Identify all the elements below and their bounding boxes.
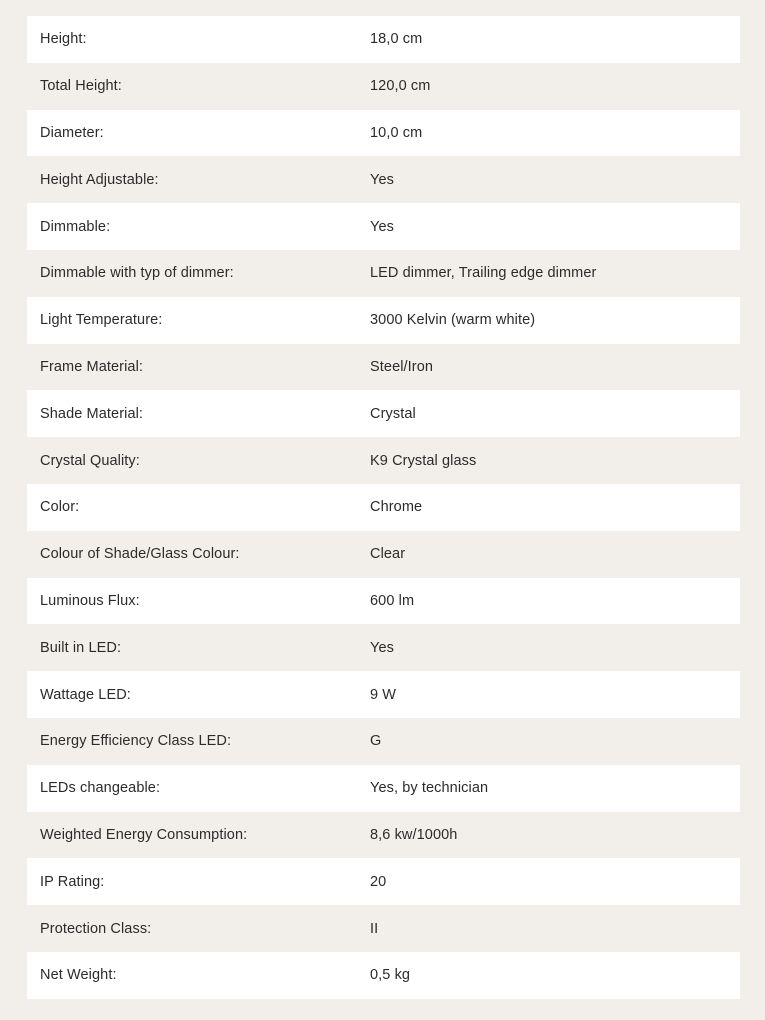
spec-value: 0,5 kg [370,967,411,984]
spec-row-light-temperature [27,297,740,344]
spec-label: Diameter: [40,124,104,141]
spec-value: G [370,733,382,750]
spec-value: Clear [370,546,406,563]
spec-label: Frame Material: [40,358,144,375]
spec-value: Yes, by technician [370,780,489,797]
spec-label: IP Rating: [40,873,105,890]
spec-row-energy-consumption [27,812,740,859]
spec-row-energy-class [27,718,740,765]
spec-row-built-in-led [27,624,740,671]
spec-row-shade-material [27,390,740,437]
spec-row-leds-changeable [27,765,740,812]
spec-label: Net Weight: [40,967,117,984]
spec-label: Light Temperature: [40,312,163,329]
spec-row-wattage-led [27,671,740,718]
spec-value: 8,6 kw/1000h [370,826,458,843]
spec-row-dimmer-type [27,250,740,297]
spec-label: Energy Efficiency Class LED: [40,733,232,750]
spec-label: Protection Class: [40,920,152,937]
spec-row-frame-material [27,344,740,391]
spec-label: Built in LED: [40,639,122,656]
spec-label: Total Height: [40,78,122,95]
spec-label: Color: [40,499,80,516]
spec-value: Crystal [370,405,416,422]
spec-row-shade-colour [27,531,740,578]
spec-value: 18,0 cm [370,31,423,48]
product-spec-table [27,16,740,999]
spec-label: Shade Material: [40,405,144,422]
spec-row-crystal-quality [27,437,740,484]
spec-row-total-height [27,63,740,110]
spec-value: II [370,920,379,937]
spec-row-height-adjustable [27,156,740,203]
spec-label: Dimmable with typ of dimmer: [40,265,234,282]
spec-label: Weighted Energy Consumption: [40,826,248,843]
spec-value: 9 W [370,686,397,703]
spec-label: Luminous Flux: [40,592,140,609]
spec-value: 10,0 cm [370,124,423,141]
spec-row-ip-rating [27,858,740,905]
spec-label: LEDs changeable: [40,780,161,797]
spec-row-luminous-flux [27,578,740,625]
spec-row-color [27,484,740,531]
spec-value: Chrome [370,499,423,516]
spec-value: Yes [370,639,394,656]
spec-value: Yes [370,171,394,188]
spec-row-protection-class [27,905,740,952]
spec-label: Dimmable: [40,218,111,235]
spec-label: Wattage LED: [40,686,131,703]
spec-row-net-weight [27,952,740,999]
spec-value: 120,0 cm [370,78,431,95]
spec-value: Yes [370,218,394,235]
spec-value: 3000 Kelvin (warm white) [370,312,536,329]
spec-value: 600 lm [370,592,415,609]
spec-value: K9 Crystal glass [370,452,477,469]
spec-row-dimmable [27,203,740,250]
spec-value: Steel/Iron [370,358,434,375]
spec-value: LED dimmer, Trailing edge dimmer [370,265,597,282]
spec-row-height [27,16,740,63]
spec-label: Colour of Shade/Glass Colour: [40,546,240,563]
spec-label: Height Adjustable: [40,171,159,188]
spec-label: Crystal Quality: [40,452,140,469]
spec-value: 20 [370,873,387,890]
spec-label: Height: [40,31,87,48]
spec-row-diameter [27,110,740,157]
